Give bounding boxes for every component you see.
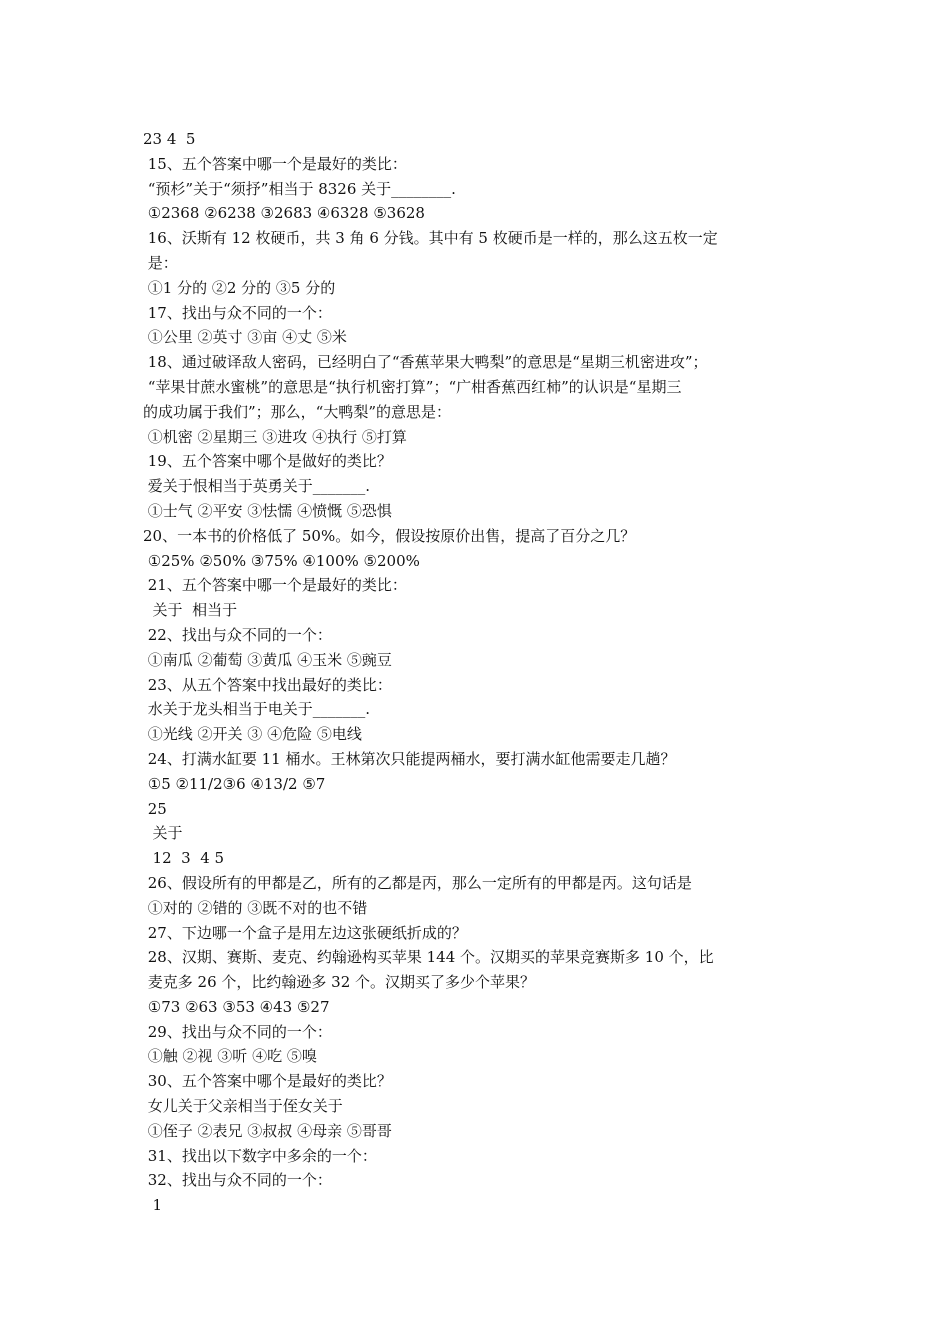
text-line: ①触 ②视 ③听 ④吃 ⑤嗅 [143, 1047, 317, 1066]
text-line: 22、找出与众不同的一个： [143, 625, 332, 644]
text-line: 17、找出与众不同的一个： [143, 303, 332, 322]
text-line: 麦克多 26 个，比约翰逊多 32 个。汉期买了多少个苹果？ [143, 973, 536, 992]
text-line: ①光线 ②开关 ③ ④危险 ⑤电线 [143, 725, 362, 744]
text-line: 16、沃斯有 12 枚硬币，共 3 角 6 分钱。其中有 5 枚硬币是一样的，那么这五枚一定 [143, 229, 718, 248]
text-line: 15、五个答案中哪一个是最好的类比： [143, 154, 407, 173]
text-line: ①1 分的 ②2 分的 ③5 分的 [143, 278, 336, 297]
text-line: 1 [143, 1196, 163, 1215]
text-line: 31、找出以下数字中多余的一个： [143, 1146, 377, 1165]
text-line: ①2368 ②6238 ③2683 ④6328 ⑤3628 [143, 204, 425, 223]
text-line: ①25% ②50% ③75% ④100% ⑤200% [143, 551, 420, 570]
text-line: 29、找出与众不同的一个： [143, 1022, 332, 1041]
text-line: 28、汉期、赛斯、麦克、约翰逊构买苹果 144 个。汉期买的苹果竞赛斯多 10 个，比 [143, 948, 714, 967]
text-line: 是： [143, 253, 178, 272]
text-line: 32、找出与众不同的一个： [143, 1171, 332, 1190]
text-line: “苹果甘蔗水蜜桃”的意思是“执行机密打算”；“广柑香蕉西红柿”的认识是“星期三 [143, 377, 682, 396]
text-line: 20、一本书的价格低了 50%。如今，假设按原价出售，提高了百分之几？ [143, 526, 636, 545]
text-line: ①士气 ②平安 ③怯懦 ④愤慨 ⑤恐惧 [143, 501, 392, 520]
text-line: 25 [143, 799, 167, 818]
text-line: 18、通过破译敌人密码，已经明白了“香蕉苹果大鸭梨”的意思是“星期三机密进攻”； [143, 353, 708, 372]
text-line: “预杉”关于“须抒”相当于 8326 关于________. [143, 179, 456, 198]
text-line: ①侄子 ②表兄 ③叔叔 ④母亲 ⑤哥哥 [143, 1121, 392, 1140]
text-line: 21、五个答案中哪一个是最好的类比： [143, 576, 407, 595]
text-line: 27、下边哪一个盒子是用左边这张硬纸折成的？ [143, 923, 467, 942]
text-line: 12 3 4 5 [143, 849, 225, 868]
text-line: 19、五个答案中哪个是做好的类比？ [143, 452, 392, 471]
text-line: 关于 [143, 824, 183, 843]
text-line: 24、打满水缸要 11 桶水。王林第次只能提两桶水，要打满水缸他需要走几趟？ [143, 749, 676, 768]
text-line: ①公里 ②英寸 ③亩 ④丈 ⑤米 [143, 328, 347, 347]
text-line: 女儿关于父亲相当于侄女关于 [143, 1097, 343, 1116]
text-line: 23、从五个答案中找出最好的类比： [143, 675, 392, 694]
text-line: 关于 相当于 [143, 601, 238, 620]
text-line: ①机密 ②星期三 ③进攻 ④执行 ⑤打算 [143, 427, 407, 446]
text-line: 水关于龙头相当于电关于_______. [143, 700, 371, 719]
text-line: ①73 ②63 ③53 ④43 ⑤27 [143, 997, 330, 1016]
text-line: 30、五个答案中哪个是最好的类比？ [143, 1072, 392, 1091]
text-line: ①南瓜 ②葡萄 ③黄瓜 ④玉米 ⑤豌豆 [143, 650, 392, 669]
text-line: ①对的 ②错的 ③既不对的也不错 [143, 898, 368, 917]
text-line: 26、假设所有的甲都是乙，所有的乙都是丙，那么一定所有的甲都是丙。这句话是 [143, 873, 692, 892]
text-line: 爱关于恨相当于英勇关于_______. [143, 477, 371, 496]
text-line: ①5 ②11/2③6 ④13/2 ⑤7 [143, 774, 326, 793]
text-line: 的成功属于我们”；那么，“大鸭梨”的意思是： [143, 402, 452, 421]
document-body [143, 127, 833, 1218]
text-line: 23 4 5 [143, 130, 196, 148]
